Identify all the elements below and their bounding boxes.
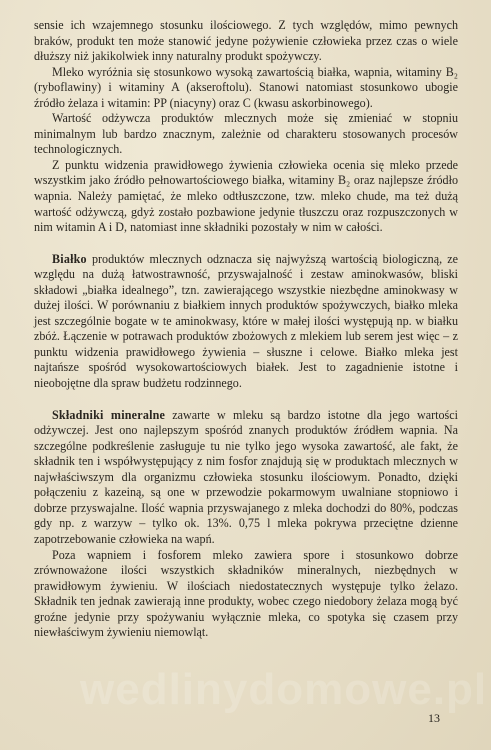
page-body — [34, 18, 458, 641]
paragraph-protein — [34, 252, 458, 392]
paragraph-4 — [34, 158, 458, 236]
paragraph-text: zawarte w mleku są bardzo istotne dla jego wartości odżywczej. Jest ono najlepszym spośród znanych produktów źródłem wapnia. Na szczególne podkreślenie zasługuje tu nie tylko jego wysoka zawartość, ale fakt, że składnik ten i współwystępujący z nim fosfor znajdują się w produktach mlecznych w najwłaściwszym dla organizmu człowieka stosunku ilościowym. Ponadto, dzięki połączeniu z kazeiną, są one w przewodzie pokarmowym uwalniane stopniowo i dobrze przyswajalne. Ilość wapnia przyswajanego z mleka dochodzi do 80%, podczas gdy np. z warzyw – tylko ok. 13%. 0,75 l mleka pokrywa przeciętne dzienne zapotrzebowanie człowieka na wapń. — [34, 407, 458, 546]
watermark: wedlinydomowe.pl — [80, 665, 488, 714]
paragraph-text: produktów mlecznych odznacza się najwyższą wartością biologiczną, ze względu na dużą łatwostrawność, przyswajalność i zestaw aminokwasów, bliski składowi „białka idealnego”, tzn. zawierającego wszystkie niezbędne aminokwasy w dużej ilości. W porównaniu z białkiem innych produktów spożywczych, białko mleka jest szczególnie bogate w te aminokwasy, które w małej ilości występują np. w białku zbóż. Łączenie w potrawach produktów zbożowych z mlekiem lub serem jest więc – z punktu widzenia prawidłowego żywienia – słuszne i celowe. Białko mleka jest najtańsze spośród wysokowartościowych białek. Jest to zagadnienie istotne i nieobojętne dla spraw budżetu rodzinnego. — [34, 251, 458, 391]
paragraph-2 — [34, 65, 458, 112]
paragraph-1 — [34, 18, 458, 65]
paragraph-text: Wartość odżywcza produktów mlecznych może się zmieniać w stopniu minimalnym lub bardzo znacznym, zależnie od charakteru stosowanych procesów technologicznych. — [34, 111, 458, 157]
page-number: 13 — [428, 711, 440, 725]
paragraph-3 — [34, 111, 458, 158]
paragraph-text: sensie ich wzajemnego stosunku ilościowego. Z tych względów, mimo pewnych braków, produkt ten może stanowić jedyne pożywienie człowieka przez czas o wiele dłuższy niż jakikolwiek inny naturalny produkt spożywczy. — [34, 18, 458, 64]
section-gap — [34, 236, 458, 252]
paragraph-7 — [34, 548, 458, 641]
section-lead-term: Składniki mineralne — [52, 407, 166, 422]
section-lead-term: Białko — [52, 251, 87, 266]
paragraph-minerals — [34, 408, 458, 548]
paragraph-text: Z punktu widzenia prawidłowego żywienia człowieka ocenia się mleko przede wszystkim jako źródło pełnowartościowego białka, witaminy B₂ oraz najlepsze źródło wapnia. Należy pamiętać, że mleko odtłuszczone, tzw. mleko chude, ma też dużą wartość odżywczą, gdyż zostało pozbawione jedynie tłuszczu oraz rozpuszczonych w nim witamin A i D, natomiast inne składniki pozostały w nim w całości. — [34, 157, 458, 235]
section-gap — [34, 392, 458, 408]
paragraph-text: Poza wapniem i fosforem mleko zawiera spore i stosunkowo dobrze zrównoważone ilości wszystkich składników mineralnych, niezbędnych w prawidłowym żywieniu. W ilościach niedostatecznych występuje tylko żelazo. Składnik ten jednak zawierają inne produkty, wobec czego niedobory żelaza mogą być groźne jedynie przy spożywaniu wyłącznie mleka, co spotyka się czasem przy niewłaściwym żywieniu niemowląt. — [34, 547, 458, 640]
paragraph-text: Mleko wyróżnia się stosunkowo wysoką zawartością białka, wapnia, witaminy B₂ (ryboflawiny) i witaminy A (akseroftolu). Stanowi natomiast stosunkowo ubogie źródło żelaza i witamin: PP (niacyny) oraz C (kwasu askorbinowego). — [34, 64, 458, 110]
